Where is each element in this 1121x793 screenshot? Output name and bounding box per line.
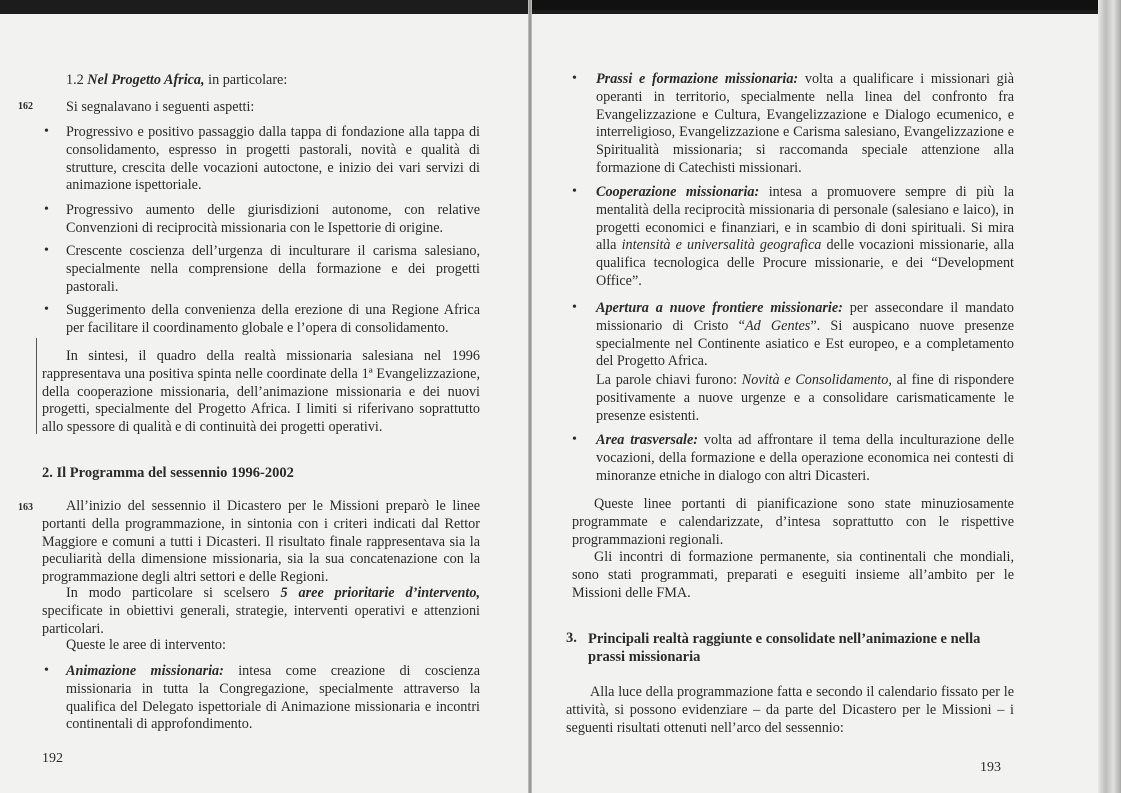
bullet-marker: • (44, 663, 49, 678)
right-page (532, 0, 1098, 793)
italic-text: Novità e Consolidamento, (741, 372, 892, 388)
bullet-marker: • (44, 243, 49, 258)
margin-number-162: 162 (18, 101, 33, 112)
italic-text: Ad Gentes (744, 317, 811, 334)
bullet-text: volta a qualificare i missionari già operanti in territorio, specialmente nella linea del confronto fra Evangelizzazione e Cultura, Evangelizzazione e Dialogo ecumenico, e interreligioso, Evangelizzazione e Carisma salesiano, Evangelizzazione e Spiritualità missionaria; si raccomanda speciale attenzione alla formazione di Catechisti missionari. (596, 71, 1014, 176)
bullet-marker: • (44, 202, 49, 217)
text-run: In modo particolare si scelsero (66, 585, 281, 601)
sintesi-paragraph: In sintesi, il quadro della realtà missionaria salesiana nel 1996 rappresentava una positiva spinta nelle coordinate della 1ª Evangelizzazione, della cooperazione missionaria, dell’animazione missionaria e dei nuovi progetti, specialmente del Progetto Africa. I limiti si riferivano soprattutto allo spessore di qualità e di continuità dei progetti operativi. (42, 348, 480, 436)
right-paragraph-3: Alla luce della programmazione fatta e secondo il calendario fissato per le attività, si possono evidenziare – da parte del Dicastero per le Missioni – i seguenti risultati ottenuti nell’arco del sessennio: (566, 684, 1014, 736)
left-bullet-1: Progressivo e positivo passaggio dalla tappa di fondazione alla tappa di consolidamento, espresso in progetti pastorali, novità e qualità di strutture, crescita delle vocazioni autoctone, e inizio dei vari servizi di animazione ispettoriale. (66, 124, 480, 194)
heading-1-2 (66, 72, 486, 90)
section-2-paragraph-1: All’inizio del sessennio il Dicastero per le Missioni preparò le linee portanti della programmazione, in sintonia con i criteri indicati dal Rettor Maggiore e comuni a tutti i Dicasteri. Il risultato finale rappresentava sia la peculiarità della dimensione missionaria, sia la sua concatenazione con la programmazione degli altri settori e delle Regioni. (42, 498, 480, 586)
right-paragraph-1: Queste linee portanti di pianificazione sono state minuziosamente programmate e calendarizzate, d’intesa soprattutto con le rispettive programmazioni regionali. (572, 496, 1014, 548)
margin-mark-line (36, 338, 37, 434)
bullet-text: intesa a promuovere sempre di più la mentalità della reciprocità missionaria di personale (salesiano e laico), in progetti economici e finanziari, e in scambio di doni spirituali. Si mira alla (596, 184, 1014, 254)
bullet-text: La parole chiavi furono: (596, 372, 742, 388)
heading-rest: in particolare: (204, 72, 288, 88)
right-bullet-4 (596, 432, 1014, 485)
page-edges (1098, 0, 1121, 793)
bullet-text: volta ad affrontare il tema della inculturazione delle vocazioni, della formazione e della operazione economica nei contesti di minoranze etniche in dialogo con altri Dicasteri. (596, 432, 1014, 484)
section-2-paragraph-3: Queste le aree di intervento: (66, 637, 226, 653)
bullet-text: al fine di rispondere positivamente a nuove urgenze e a consolidare carismaticamente le presenze esistenti. (596, 372, 1015, 424)
bullet-marker: • (572, 300, 577, 315)
bullet-marker: • (572, 432, 577, 447)
bullet-text: intesa come creazione di coscienza missionaria in tutta la Congregazione, specialmente attraverso la qualifica del Delegato ispettoriale di Animazione missionaria e incontri continentali di approfondimento. (66, 663, 480, 733)
bullet-text: ”. Si auspicano nuove presenze specialmente nel Continente asiatico e Est europeo, e a completamento del Progetto Africa. (596, 317, 1014, 370)
bullet-title: Apertura a nuove frontiere missionarie: (596, 300, 843, 316)
section-2-paragraph-2 (42, 585, 480, 638)
heading-number: 1.2 (66, 72, 88, 88)
bullet-marker: • (572, 184, 577, 199)
right-bullet-3-continued (596, 372, 1014, 425)
margin-number-163: 163 (18, 502, 33, 513)
bullet-title: Prassi e formazione missionaria: (596, 71, 799, 87)
bullet-text: per assecondare il mandato missionario di Cristo “ (596, 300, 1014, 334)
bullet-marker: • (44, 124, 49, 139)
right-bullet-1 (596, 71, 1014, 178)
animazione-bullet (66, 663, 480, 734)
section-3-number: 3. (566, 630, 577, 646)
heading-italic: Nel Progetto Africa, (87, 72, 205, 88)
emphasis-text: 5 aree prioritarie d’intervento, (280, 585, 480, 601)
section-3-title: Principali realtà raggiunte e consolidate nell’animazione e nella prassi missionaria (588, 631, 981, 665)
bullet-title: Cooperazione missionaria: (596, 184, 760, 200)
bullet-title: Area trasversale: (596, 432, 698, 448)
bullet-marker: • (44, 302, 49, 317)
bullet-title: Animazione missionaria: (66, 663, 224, 679)
left-page (0, 0, 528, 793)
right-paragraph-2: Gli incontri di formazione permanente, sia continentali che mondiali, sono stati programmati, preparati e eseguiti insieme all’ambito per le Missioni delle FMA. (572, 549, 1014, 601)
bullet-text: delle vocazioni missionarie, alla qualifica tecnologica delle Procure missionarie, e dei “Development Office”. (596, 237, 1014, 289)
section-2-title: 2. Il Programma del sessennio 1996-2002 (42, 465, 294, 481)
left-bullet-2: Progressivo aumento delle giurisdizioni autonome, con relative Convenzioni di reciprocità missionaria con le Ispettorie di origine. (66, 202, 480, 236)
page-number-right: 193 (980, 760, 1001, 775)
page-number-left: 192 (42, 751, 63, 766)
left-bullet-3: Crescente coscienza dell’urgenza di inculturare il carisma salesiano, specialmente nella comprensione della formazione e dei progetti pastorali. (66, 243, 480, 295)
right-bullet-2 (596, 184, 1014, 291)
text-run: specificate in obiettivi generali, strategie, interventi operativi e attenzioni particolari. (42, 602, 480, 637)
italic-text: intensità e universalità geografica (621, 237, 822, 254)
bullet-marker: • (572, 71, 577, 86)
right-bullet-3 (596, 300, 1014, 371)
left-bullet-4: Suggerimento della convenienza della erezione di una Regione Africa per facilitare il coordinamento globale e l’opera di consolidamento. (66, 302, 480, 336)
intro-text: Si segnalavano i seguenti aspetti: (66, 99, 255, 115)
